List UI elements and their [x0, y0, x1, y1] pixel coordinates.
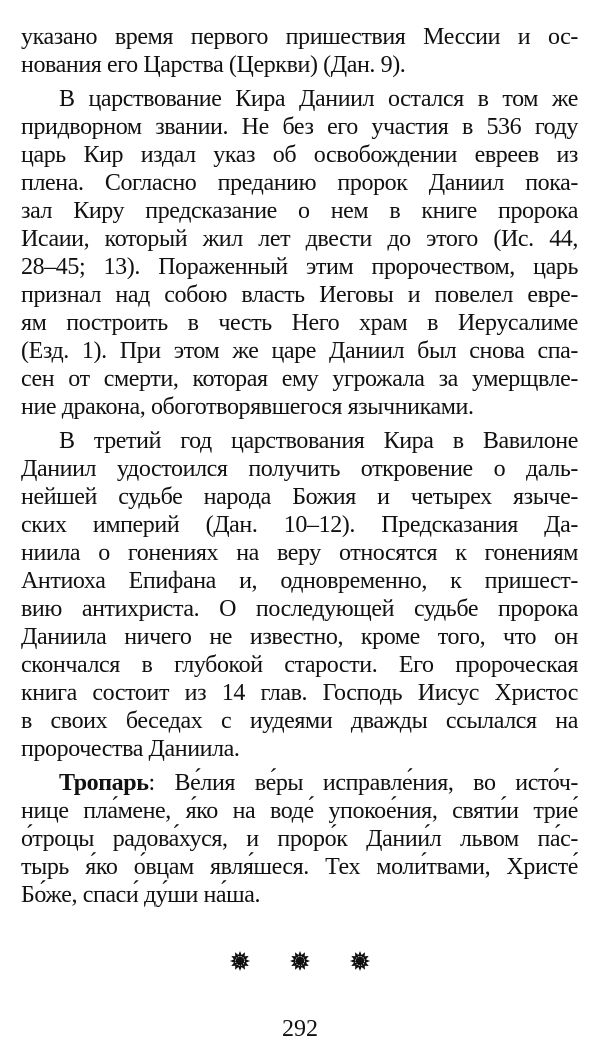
sunburst-ornament-icon [229, 950, 251, 977]
sunburst-ornament-icon [289, 950, 311, 977]
page-body [21, 23, 578, 915]
text-line: признал над собою власть Иеговы и повелел евре- [21, 282, 578, 308]
text-line: тырь я́ко о́вцам явля́шеся. Тех моли́твами, Христе́ [21, 854, 578, 880]
text-line: вию антихриста. О последующей судьбе пророка [21, 596, 578, 622]
page-number: 292 [282, 1016, 318, 1042]
text-line: плена. Согласно преданию пророк Даниил пока- [21, 170, 578, 196]
text-line: в своих беседах с иудеями дважды ссылался на [21, 708, 578, 734]
text-line: (Езд. 1). При этом же царе Даниил был снова спа- [21, 338, 578, 364]
troparion-label: Тропарь [59, 770, 149, 796]
text-line: сен от смерти, которая ему угрожала за умерщвле- [21, 366, 578, 392]
text-line: Антиоха Епифана и, одновременно, к пришест- [21, 568, 578, 594]
text-line: Исаии, который жил лет двести до этого (Ис. 44, [21, 226, 578, 252]
text-line: книга состоит из 14 глав. Господь Иисус Христос [21, 680, 578, 706]
text-line: Даниил удостоился получить откровение о даль- [21, 456, 578, 482]
text-line: 28–45; 13). Пораженный этим пророчеством, царь [21, 254, 578, 280]
text-line: зал Киру предсказание о нем в книге пророка [21, 198, 578, 224]
paragraph-3 [21, 427, 578, 763]
text-line: ских империй (Дан. 10–12). Предсказания Да- [21, 512, 578, 538]
text-line: ние дракона, обоготворявшегося язычниками. [21, 394, 474, 420]
text-line: Даниила ничего не известно, кроме того, что он [21, 624, 578, 650]
text-line: нейшей судьбе народа Божия и четырех языче- [21, 484, 578, 510]
text-line [21, 769, 578, 797]
text-line: ниила о гонениях на веру относятся к гонениям [21, 540, 578, 566]
text-line: ям построить в честь Него храм в Иерусалиме [21, 310, 578, 336]
text-line: указано время первого пришествия Мессии и ос- [21, 24, 578, 50]
text-line: Бо́же, спаси́ ду́ши на́ша. [21, 882, 261, 908]
troparion-text: : Ве́лия ве́ры исправле́ния, во исто́ч- [148, 770, 578, 796]
text-line: В третий год царствования Кира в Вавилоне [59, 428, 578, 454]
section-ornaments [0, 950, 600, 977]
text-line: о́троцы радова́хуся, и проро́к Дании́л львом па́с- [21, 826, 578, 852]
text-line: придворном звании. Не без его участия в 536 году [21, 114, 578, 140]
troparion [21, 769, 578, 909]
text-line: скончался в глубокой старости. Его пророческая [21, 652, 578, 678]
paragraph-2 [21, 85, 578, 421]
paragraph-1 [21, 23, 578, 79]
text-line: В царствование Кира Даниил остался в том же [59, 86, 578, 112]
text-line: пророчества Даниила. [21, 736, 240, 762]
text-line: нования его Царства (Церкви) (Дан. 9). [21, 52, 406, 78]
sunburst-ornament-icon [349, 950, 371, 977]
text-line: царь Кир издал указ об освобождении евреев из [21, 142, 578, 168]
text-line: нице пла́мене, я́ко на воде́ упокое́ния, святи́и трие́ [21, 798, 578, 824]
